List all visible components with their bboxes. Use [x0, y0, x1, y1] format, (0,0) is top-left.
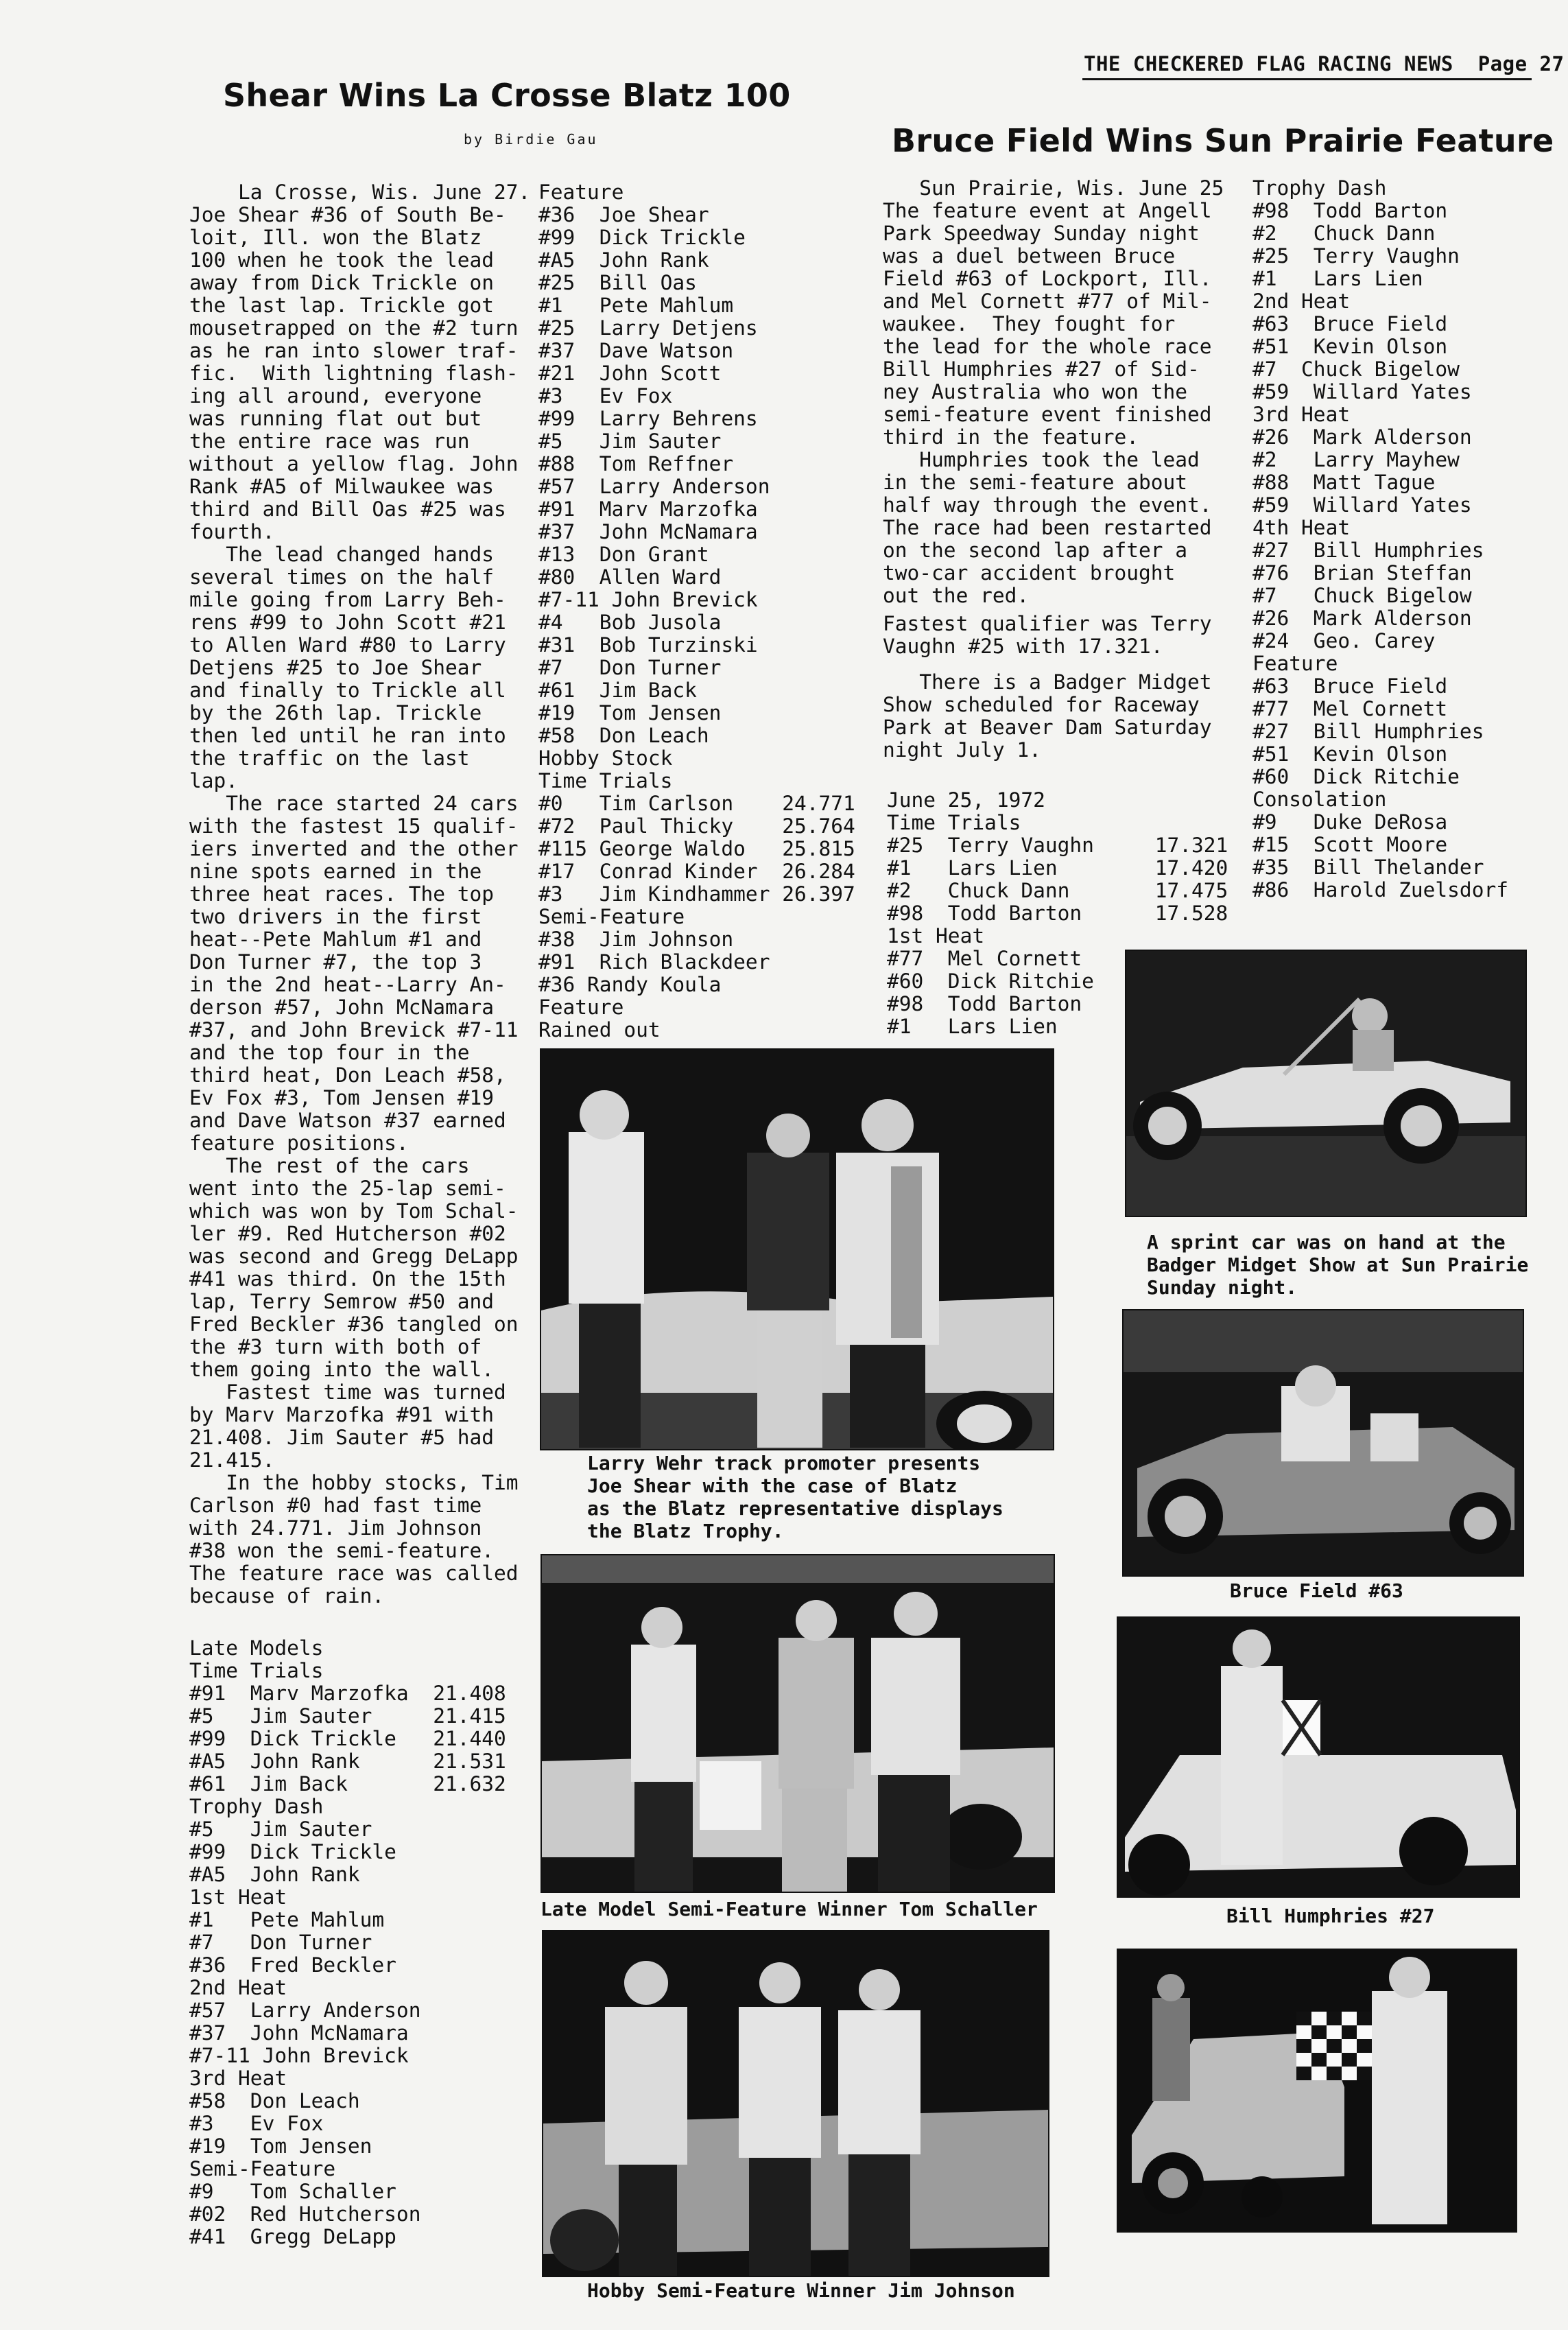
photo-jim-johnson — [542, 1930, 1049, 2277]
photo-bruce-field — [1122, 1309, 1524, 1577]
story2-article-text: Sun Prairie, Wis. June 25 The feature event at Angell Park Speedway Sunday night was a duel between Bruce Field #63 of Lockport, Ill. and Mel Cornett #77 of Mil- waukee. They fought for the lead for the whole race Bill Humphries #27 of Sid- ney Australia who won the semi-feature event finished third in the feature. Humphries took the lead in the semi-feature about half way through the event. The race had been restarted on the second lap after a two-car accident brought out the red. — [883, 176, 1224, 607]
story2-heat-results: Trophy Dash #98 Todd Barton #2 Chuck Dann #25 Terry Vaughn #1 Lars Lien 2nd Heat #63 Bruce Field #51 Kevin Olson #7 Chuck Bigelow #59 Willard Yates 3rd Heat #26 Mark Alderson #2 Larry Mayhew #88 Matt Tague #59 Willard Yates 4th Heat #27 Bill Humphries #76 Brian Steffan #7 Chuck Bigelow #26 Mark Alderson #24 Geo. Carey Feature #63 Bruce Field #77 Mel Cornett #27 Bill Humphries #51 Kevin Olson #60 Dick Ritchie Consolation #9 Duke DeRosa #15 Scott Moore #35 Bill Thelander #86 Harold Zuelsdorf — [1252, 176, 1508, 902]
caption-bruce-field: Bruce Field #63 — [1230, 1579, 1403, 1602]
masthead — [1084, 52, 1564, 75]
photo-bill-humphries — [1117, 1616, 1520, 1898]
caption-bill-humphries: Bill Humphries #27 — [1226, 1905, 1435, 1927]
story1-feature-results: Feature #36 Joe Shear #99 Dick Trickle #A5 John Rank #25 Bill Oas #1 Pete Mahlum #25 Larry Detjens #37 Dave Watson #21 John Scott #3 Ev Fox #99 Larry Behrens #5 Jim Sauter #88 Tom Reffner #57 Larry Anderson #91 Marv Marzofka #37 John McNamara #13 Don Grant #80 Allen Ward #7-11 John Brevick #4 Bob Jusola #31 Bob Turzinski #7 Don Turner #61 Jim Back #19 Tom Jensen #58 Don Leach Hobby Stock Time Trials #0 Tim Carlson 24.771 #72 Paul Thicky 25.764 #115 George Waldo 25.815 #17 Conrad Kinder 26.284 #3 Jim Kindhammer 26.397 Semi-Feature #38 Jim Johnson #91 Rich Blackdeer #36 Randy Koula Feature Rained out — [538, 180, 855, 1042]
caption-jim-johnson: Hobby Semi-Feature Winner Jim Johnson — [587, 2279, 1015, 2302]
story2-time-trials: June 25, 1972 Time Trials #25 Terry Vaughn 17.321 #1 Lars Lien 17.420 #2 Chuck Dann 17.475 #98 Todd Barton 17.528 1st Heat #77 Mel Cornett #60 Dick Ritchie #98 Todd Barton #1 Lars Lien — [887, 788, 1228, 1038]
checkered-flag-icon — [1296, 2012, 1372, 2080]
photo-tom-schaller — [541, 1554, 1055, 1893]
masthead-rule — [1082, 78, 1532, 80]
photo-blatz-presentation — [540, 1048, 1054, 1450]
story1-byline: by Birdie Gau — [464, 131, 598, 148]
story2-headline: Bruce Field Wins Sun Prairie Feature — [892, 122, 1554, 159]
photo-checkered-flag — [1117, 1949, 1517, 2233]
photo-sprint-car — [1125, 950, 1527, 1217]
story1-late-model-results: Late Models Time Trials #91 Marv Marzofka 21.408 #5 Jim Sauter 21.415 #99 Dick Trickle 21.440 #A5 John Rank 21.531 #61 Jim Back 21.632 Trophy Dash #5 Jim Sauter #99 Dick Trickle #A5 John Rank 1st Heat #1 Pete Mahlum #7 Don Turner #36 Fred Beckler 2nd Heat #57 Larry Anderson #37 John McNamara #7-11 John Brevick 3rd Heat #58 Don Leach #3 Ev Fox #19 Tom Jensen Semi-Feature #9 Tom Schaller #02 Red Hutcherson #41 Gregg DeLapp — [189, 1636, 506, 2248]
page-number: Page 27 — [1477, 52, 1565, 75]
story1-headline: Shear Wins La Crosse Blatz 100 — [223, 77, 791, 114]
caption-sprint-car: A sprint car was on hand at the Badger Midget Show at Sun Prairie Sunday night. — [1147, 1231, 1529, 1299]
masthead-title: THE CHECKERED FLAG RACING NEWS — [1084, 52, 1453, 75]
story1-article-text: La Crosse, Wis. June 27. Joe Shear #36 of South Be- loit, Ill. won the Blatz 100 when he took the lead away from Dick Trickle on the last lap. Trickle got mousetrapped on the #2 turn as he ran into slower traf- fic. With lightning flash- ing all around, everyone was running flat out but the entire race was run without a yellow flag. John Rank #A5 of Milwaukee was third and Bill Oas #25 was fourth. The lead changed hands several times on the half mile going from Larry Beh- rens #99 to John Scott #21 to Allen Ward #80 to Larry Detjens #25 to Joe Shear and finally to Trickle all by the 26th lap. Trickle then led until he ran into the traffic on the last lap. The race started 24 cars with the fastest 15 qualif- iers inverted and the other nine spots earned in the three heat races. The top two drivers in the first heat--Pete Mahlum #1 and Don Turner #7, the top 3 in the 2nd heat--Larry An- derson #57, John McNamara #37, and John Brevick #7-11 and the top four in the third heat, Don Leach #58, Ev Fox #3, Tom Jensen #19 and Dave Watson #37 earned feature positions. The rest of the cars went into the 25-lap semi- which was won by Tom Schal- ler #9. Red Hutcherson #02 was second and Gregg DeLapp #41 was third. On the 15th lap, Terry Semrow #50 and Fred Beckler #36 tangled on the #3 turn with both of them going into the wall. Fastest time was turned by Marv Marzofka #91 with 21.408. Jim Sauter #5 had 21.415. In the hobby stocks, Tim Carlson #0 had fast time with 24.771. Jim Johnson #38 won the semi-feature. The feature race was called because of rain. — [189, 180, 531, 1608]
caption-tom-schaller: Late Model Semi-Feature Winner Tom Schaller — [541, 1898, 1038, 1920]
story2-upcoming-show: There is a Badger Midget Show scheduled for Raceway Park at Beaver Dam Saturday night July 1. — [883, 670, 1212, 762]
caption-blatz-presentation: Larry Wehr track promoter presents Joe Shear with the case of Blatz as the Blatz representative displays the Blatz Trophy. — [587, 1452, 1003, 1542]
story2-fastest-qualifier: Fastest qualifier was Terry Vaughn #25 with 17.321. — [883, 612, 1212, 658]
